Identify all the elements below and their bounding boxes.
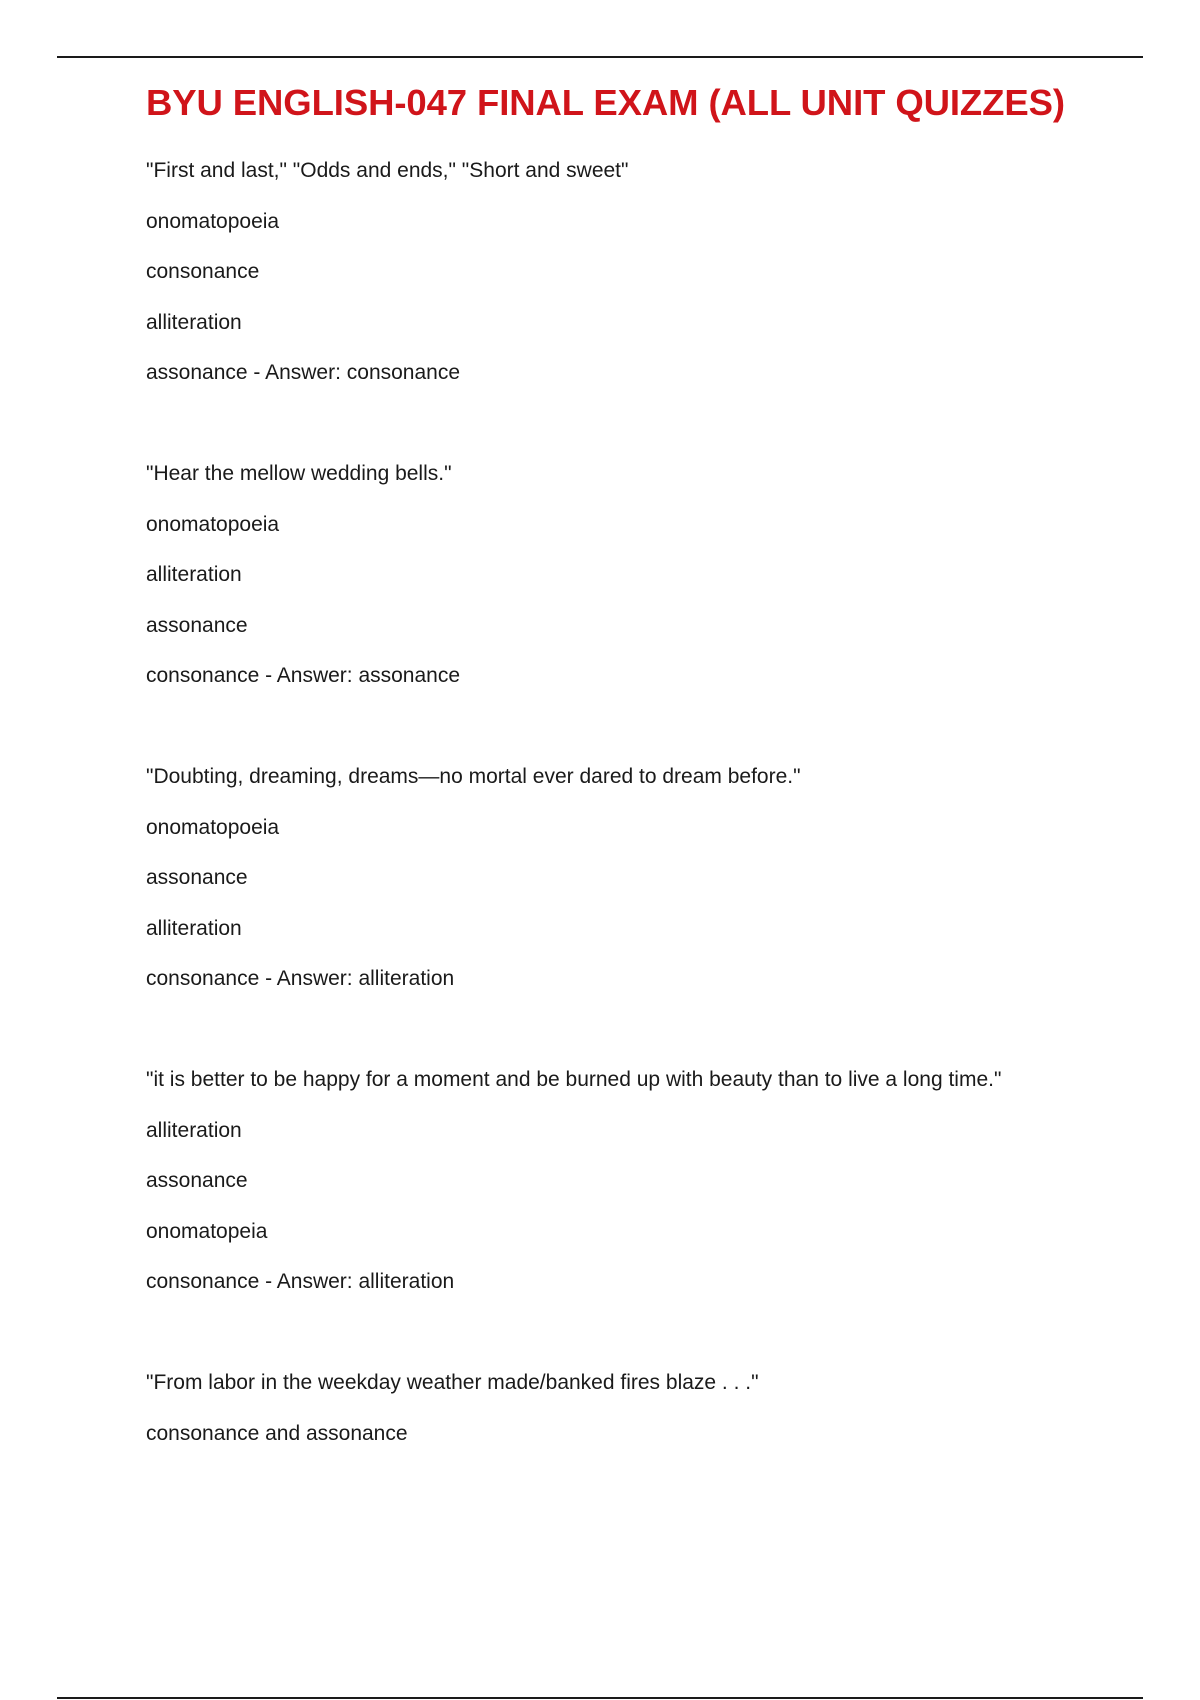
question-prompt: "Doubting, dreaming, dreams—no mortal ever dared to dream before." (146, 765, 801, 788)
question-block (146, 1064, 1146, 1317)
answer-line: consonance - Answer: alliteration (146, 967, 455, 990)
answer-option: onomatopoeia (146, 209, 280, 233)
answer-option: onomatopoeia (146, 512, 280, 536)
question-prompt: "Hear the mellow wedding bells." (146, 462, 452, 485)
answer-line: consonance - Answer: alliteration (146, 1270, 455, 1293)
question-block (146, 458, 1146, 711)
answer-option: consonance (146, 260, 260, 283)
answer-option: alliteration (146, 1118, 242, 1142)
question-block (146, 761, 1146, 1014)
question-list (146, 155, 1146, 1519)
answer-option: assonance (146, 1169, 248, 1192)
question-prompt: "it is better to be happy for a moment and be burned up with beauty than to live a long time." (146, 1068, 1002, 1091)
question-prompt: "First and last," "Odds and ends," "Short and sweet" (146, 159, 629, 182)
question-block (146, 1367, 1146, 1468)
answer-option: assonance (146, 613, 248, 637)
answer-option: alliteration (146, 916, 242, 940)
question-block (146, 155, 1146, 408)
answer-option: assonance (146, 866, 248, 889)
answer-option: onomatopeia (146, 1219, 268, 1243)
answer-option: alliteration (146, 563, 242, 586)
top-rule (57, 56, 1143, 58)
answer-option: consonance and assonance (146, 1421, 408, 1445)
answer-option: alliteration (146, 310, 242, 334)
question-prompt: "From labor in the weekday weather made/banked fires blaze . . ." (146, 1371, 759, 1394)
answer-line: assonance - Answer: consonance (146, 361, 461, 384)
answer-option: onomatopoeia (146, 815, 280, 839)
answer-line: consonance - Answer: assonance (146, 664, 461, 687)
bottom-rule (57, 1697, 1143, 1699)
document-title: BYU ENGLISH-047 FINAL EXAM (ALL UNIT QUIZZES) (146, 82, 1065, 123)
